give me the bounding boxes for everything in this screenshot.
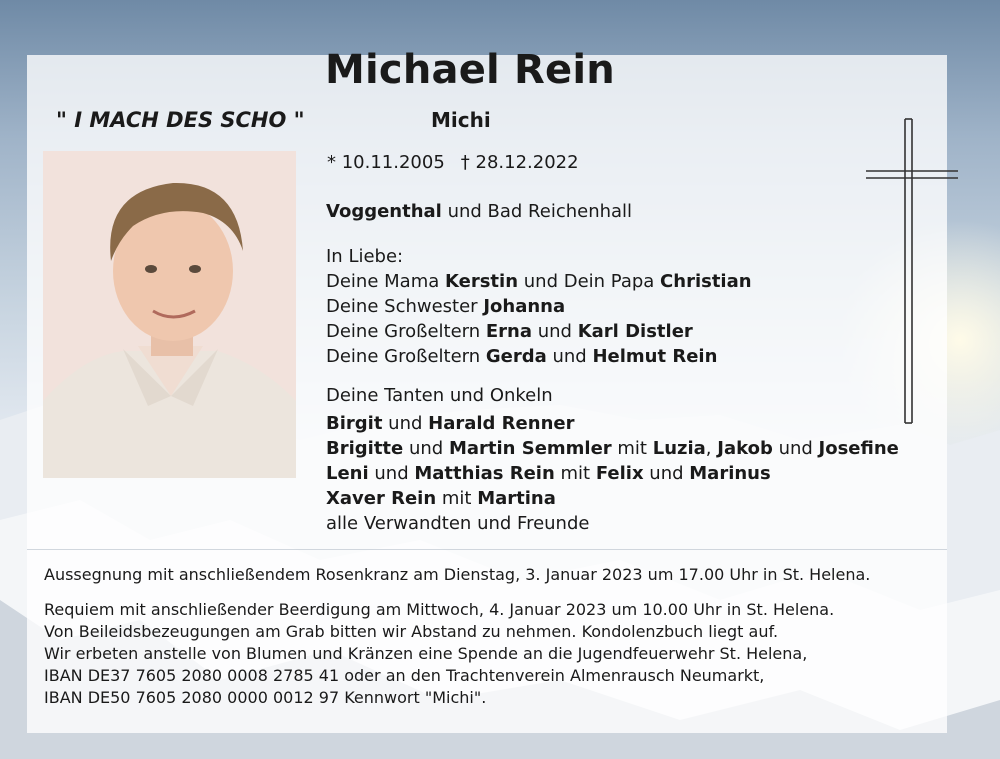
- mourner-text: und: [643, 463, 690, 484]
- death-date: † 28.12.2022: [460, 152, 579, 173]
- hometown-rest: und Bad Reichenhall: [441, 201, 633, 222]
- mourner-line: [326, 319, 752, 344]
- section-divider: [27, 549, 947, 550]
- mourner-text: Deine Großeltern: [326, 346, 486, 367]
- mourner-name: Birgit: [326, 413, 383, 434]
- mourner-name: Xaver Rein: [326, 488, 437, 509]
- mourner-text: und: [532, 321, 578, 342]
- hometown-primary: Voggenthal: [326, 201, 442, 222]
- mourner-name: Marinus: [689, 463, 771, 484]
- motto-quote: " I MACH DES SCHO ": [56, 108, 305, 132]
- mourner-name: Brigitte: [326, 438, 404, 459]
- hometown: [326, 201, 632, 222]
- mourner-name: Helmut Rein: [592, 346, 718, 367]
- mourner-line: [326, 411, 899, 436]
- mourner-name: Kerstin: [445, 271, 519, 292]
- mourner-name: Martina: [477, 488, 556, 509]
- mourner-line: [326, 461, 899, 486]
- mourner-name: Jakob: [717, 438, 773, 459]
- mourner-name: Harald Renner: [428, 413, 575, 434]
- deceased-name: Michael Rein: [325, 47, 615, 93]
- cross-icon: [862, 115, 962, 427]
- mourner-text: mit: [611, 438, 653, 459]
- mourner-text: und: [403, 438, 449, 459]
- donation-notice: Wir erbeten anstelle von Blumen und Kränzen eine Spende an die Jugendfeuerwehr St. Helena,: [44, 644, 808, 663]
- mourner-name: Martin Semmler: [448, 438, 612, 459]
- iban-line-1: IBAN DE37 7605 2080 0008 2785 41 oder an den Trachtenverein Almenrausch Neumarkt,: [44, 666, 765, 685]
- mourner-text: und: [382, 413, 429, 434]
- mourner-text: und: [772, 438, 819, 459]
- nickname: Michi: [431, 108, 491, 132]
- mourner-text: mit: [436, 488, 478, 509]
- mourner-line: [326, 269, 752, 294]
- funeral-details: [44, 599, 834, 709]
- love-heading: In Liebe:: [326, 246, 404, 267]
- mourner-text: Deine Schwester: [326, 296, 484, 317]
- mourner-name: Erna: [485, 321, 533, 342]
- requiem-notice: Requiem mit anschließender Beerdigung am Mittwoch, 4. Januar 2023 um 10.00 Uhr in St. Helena.: [44, 600, 835, 619]
- mourner-name: Felix: [595, 463, 644, 484]
- mourner-line: [326, 436, 899, 461]
- mourner-name: Christian: [660, 271, 752, 292]
- mourner-name: Luzia: [652, 438, 706, 459]
- relatives-line: alle Verwandten und Freunde: [326, 513, 590, 534]
- mourner-text: und Dein Papa: [518, 271, 661, 292]
- mourner-name: Gerda: [485, 346, 547, 367]
- mourner-line: [326, 486, 899, 511]
- life-dates: [327, 152, 579, 173]
- mourner-text: Deine Großeltern: [326, 321, 486, 342]
- mourner-line: [326, 294, 752, 319]
- mourner-name: Josefine: [818, 438, 899, 459]
- mourner-text: Deine Mama: [326, 271, 445, 292]
- mourner-name: Leni: [326, 463, 369, 484]
- mourner-text: mit: [554, 463, 596, 484]
- mourner-text: und: [546, 346, 593, 367]
- aunts-heading: Deine Tanten und Onkeln: [326, 385, 553, 406]
- iban-line-2: IBAN DE50 7605 2080 0000 0012 97 Kennwort "Michi".: [44, 688, 487, 707]
- birth-date: * 10.11.2005: [327, 152, 445, 173]
- mourner-name: Matthias Rein: [414, 463, 555, 484]
- mourner-name: Karl Distler: [577, 321, 693, 342]
- mourner-line: [326, 344, 752, 369]
- aunts-uncles-list: [326, 383, 899, 536]
- mourner-text: ,: [705, 438, 718, 459]
- mourner-name: Johanna: [483, 296, 566, 317]
- portrait-photo: [43, 151, 296, 478]
- blessing-notice: Aussegnung mit anschließendem Rosenkranz am Dienstag, 3. Januar 2023 um 17.00 Uhr in St. Helena.: [44, 565, 871, 584]
- mourner-text: und: [368, 463, 415, 484]
- condolence-notice: Von Beileidsbezeugungen am Grab bitten wir Abstand zu nehmen. Kondolenzbuch liegt auf.: [44, 622, 779, 641]
- family-list: [326, 244, 752, 369]
